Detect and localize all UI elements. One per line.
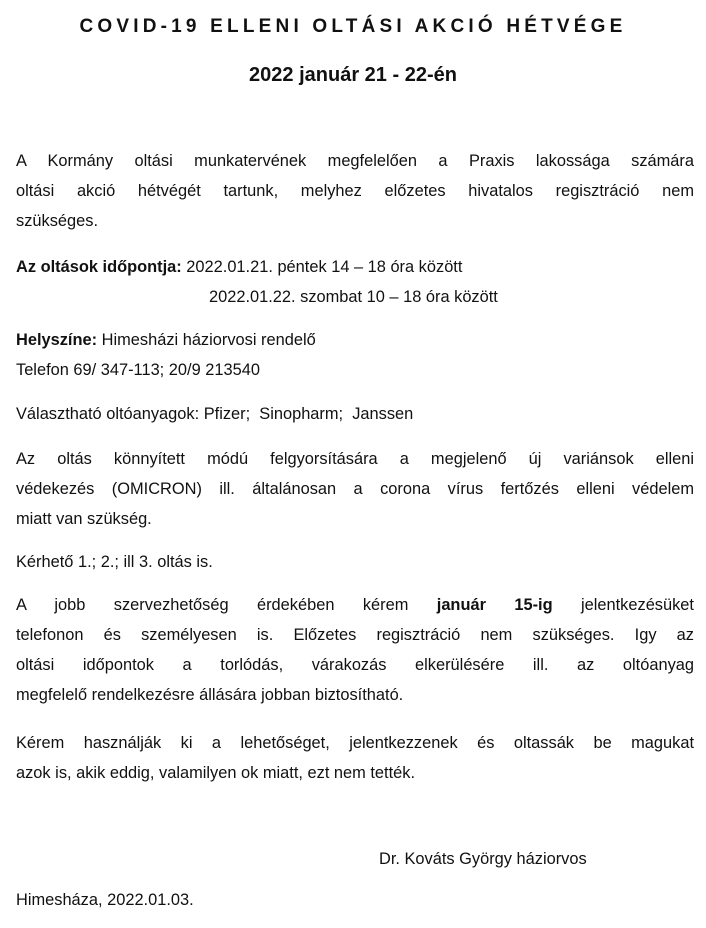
registration-text: jelentkezésüket	[581, 596, 694, 614]
reason-paragraph	[16, 444, 694, 534]
schedule-slot: 2022.01.21. péntek 14 – 18 óra között	[186, 258, 463, 276]
intro-paragraph	[16, 146, 694, 236]
location-line	[16, 325, 694, 355]
intro-line: oltási akció hétvégét tartunk, melyhez előzetes hivatalos regisztráció nem	[16, 182, 694, 200]
schedule-block	[16, 252, 694, 312]
location-value: Himesházi háziorvosi rendelő	[101, 331, 316, 349]
vaccines-line: Választható oltóanyagok: Pfizer; Sinopharm; Janssen	[16, 405, 414, 423]
doses-paragraph	[16, 547, 694, 577]
vaccines-paragraph	[16, 399, 694, 429]
registration-text: A jobb szervezhetőség érdekében kérem	[16, 596, 409, 614]
closing-line: Kérem használják ki a lehetőséget, jelentkezzenek és oltassák be magukat	[16, 734, 694, 752]
doses-line: Kérhető 1.; 2.; ill 3. oltás is.	[16, 553, 213, 571]
registration-line	[16, 590, 694, 620]
registration-deadline: január 15-ig	[436, 596, 553, 614]
registration-line: telefonon és személyesen is. Előzetes regisztráció nem szükséges. Igy az	[16, 626, 694, 644]
closing-line: azok is, akik eddig, valamilyen ok miatt, ezt nem tették.	[16, 764, 416, 782]
schedule-slot: 2022.01.22. szombat 10 – 18 óra között	[209, 288, 498, 306]
intro-line: szükséges.	[16, 212, 98, 230]
reason-line: miatt van szükség.	[16, 510, 152, 528]
schedule-line-1	[16, 252, 694, 282]
registration-line: megfelelő rendelkezésre állására jobban biztosítható.	[16, 686, 404, 704]
schedule-label: Az oltások időpontja:	[16, 258, 182, 276]
closing-paragraph	[16, 728, 694, 788]
registration-line: oltási időpontok a torlódás, várakozás elkerülésére ill. az oltóanyag	[16, 656, 694, 674]
place-and-date: Himesháza, 2022.01.03.	[16, 891, 194, 909]
document-subtitle-date: 2022 január 21 - 22-én	[249, 64, 457, 86]
registration-paragraph	[16, 590, 694, 710]
document-title: COVID-19 ELLENI OLTÁSI AKCIÓ HÉTVÉGE	[79, 16, 627, 37]
phone-line: Telefon 69/ 347-113; 20/9 213540	[16, 361, 260, 379]
reason-line: védekezés (OMICRON) ill. általánosan a corona vírus fertőzés elleni védelem	[16, 480, 694, 498]
location-block	[16, 325, 694, 385]
reason-line: Az oltás könnyített módú felgyorsítására a megjelenő új variánsok elleni	[16, 450, 694, 468]
location-label: Helyszíne:	[16, 331, 98, 349]
intro-line: A Kormány oltási munkatervének megfelelően a Praxis lakossága számára	[16, 152, 694, 170]
signature: Dr. Kováts György háziorvos	[379, 850, 587, 868]
